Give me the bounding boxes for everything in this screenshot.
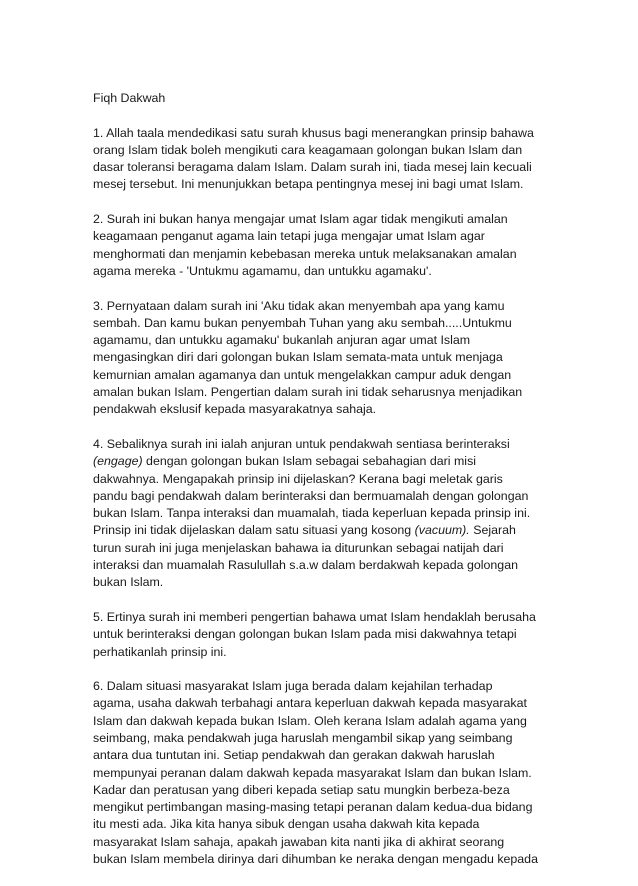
text-segment: untuk berinteraksi dengan golongan bukan Islam pada misi dakwahnya tetapi	[93, 627, 517, 642]
text-segment: mempunyai peranan dalam dakwah kepada masyarakat Islam dan bukan Islam.	[93, 765, 532, 780]
text-line	[93, 799, 548, 816]
text-segment: dasar toleransi beragama dalam Islam. Dalam surah ini, tiada mesej lain kecuali	[93, 160, 532, 175]
text-segment: menghormati dan menjamin kebebasan mereka untuk melaksanakan amalan	[93, 246, 517, 261]
text-segment: 5. Ertinya surah ini memberi pengertian bahawa umat Islam hendaklah berusaha	[93, 609, 536, 624]
text-segment: kemurnian amalan agamanya dan untuk mengelakkan campur aduk dengan	[93, 367, 512, 382]
text-line	[93, 678, 548, 695]
text-segment: antara dua tuntutan ini. Setiap pendakwah dan gerakan dakwah haruslah	[93, 748, 495, 763]
text-line	[93, 609, 548, 626]
text-segment: masyarakat Islam sahaja, apakah jawaban kita nanti jika di akhirat seorang	[93, 834, 505, 849]
text-segment: 3. Pernyataan dalam surah ini 'Aku tidak akan menyembah apa yang kamu	[93, 298, 505, 313]
paragraph-6	[93, 678, 548, 868]
text-line	[93, 574, 548, 591]
text-line	[93, 142, 548, 159]
text-segment: seimbang, maka pendakwah juga haruslah mengambil sikap yang seimbang	[93, 730, 513, 745]
text-segment: mengikut pertimbangan masing-masing tetapi peranan dalam kedua-dua bidang	[93, 800, 533, 815]
text-line	[93, 367, 548, 384]
text-segment: amalan bukan Islam. Pengertian dalam surah ini tidak seharusnya menjadikan	[93, 385, 523, 400]
text-line	[93, 782, 548, 799]
text-segment: agama mereka - 'Untukmu agamamu, dan untukku agamaku'.	[93, 263, 432, 278]
text-line	[93, 263, 548, 280]
text-line	[93, 851, 548, 868]
text-line	[93, 557, 548, 574]
text-segment: 2. Surah ini bukan hanya mengajar umat Islam agar tidak mengikuti amalan	[93, 212, 508, 227]
text-line	[93, 176, 548, 193]
text-line	[93, 730, 548, 747]
text-segment: Islam dan dakwah kepada bukan Islam. Oleh kerana Islam adalah agama yang	[93, 713, 527, 728]
text-segment: dengan golongan bukan Islam sebagai sebahagian dari misi	[142, 454, 477, 469]
text-line	[93, 765, 548, 782]
paragraph-3	[93, 298, 548, 419]
text-line	[93, 228, 548, 245]
text-segment: perhatikanlah prinsip ini.	[93, 644, 227, 659]
text-segment: pendakwah ekslusif kepada masyarakatnya sahaja.	[93, 402, 377, 417]
italic-term: (engage)	[93, 454, 143, 469]
text-line	[93, 540, 548, 557]
text-line	[93, 298, 548, 315]
paragraph-1	[93, 125, 548, 194]
document-body	[93, 125, 548, 869]
text-line	[93, 713, 548, 730]
text-line	[93, 125, 548, 142]
text-line	[93, 453, 548, 470]
text-segment: 4. Sebaliknya surah ini ialah anjuran untuk pendakwah sentiasa berinteraksi	[93, 436, 510, 451]
text-line	[93, 436, 548, 453]
text-segment: Kadar dan peratusan yang diberi kepada setiap satu mungkin berbeza-beza	[93, 782, 510, 797]
italic-term: (vacuum).	[414, 523, 470, 538]
text-segment: bukan Islam. Tanpa interaksi dan muamalah, tiada keperluan kepada prinsip ini.	[93, 506, 531, 521]
text-line	[93, 384, 548, 401]
text-segment: mesej tersebut. Ini menunjukkan betapa pentingnya mesej ini bagi umat Islam.	[93, 177, 524, 192]
text-segment: keagamaan penganut agama lain tetapi juga mengajar umat Islam agar	[93, 229, 485, 244]
text-line	[93, 488, 548, 505]
document-title: Fiqh Dakwah	[93, 91, 166, 105]
text-line	[93, 747, 548, 764]
text-segment: agamamu, dan untukku agamaku' bukanlah anjuran agar umat Islam	[93, 333, 471, 348]
text-segment: dakwahnya. Mengapakah prinsip ini dijelaskan? Kerana bagi meletak garis	[93, 471, 503, 486]
paragraph-5	[93, 609, 548, 661]
text-segment: bukan Islam membela dirinya dari dihumban ke neraka dengan mengadu kepada	[93, 852, 538, 867]
text-segment: turun surah ini juga menjelaskan bahawa ia diturunkan sebagai natijah dari	[93, 540, 504, 555]
text-line	[93, 522, 548, 539]
text-line	[93, 644, 548, 661]
text-segment: 6. Dalam situasi masyarakat Islam juga berada dalam kejahilan terhadap	[93, 679, 493, 694]
text-segment: itu mesti ada. Jika kita hanya sibuk dengan usaha dakwah kita kepada	[93, 817, 480, 832]
text-segment: bukan Islam.	[93, 575, 164, 590]
text-line	[93, 159, 548, 176]
text-segment: pandu bagi pendakwah dalam berinteraksi dan bermuamalah dengan golongan	[93, 488, 529, 503]
text-line	[93, 315, 548, 332]
paragraph-4	[93, 436, 548, 592]
text-line	[93, 505, 548, 522]
document-page	[93, 90, 548, 886]
text-line	[93, 834, 548, 851]
paragraph-2	[93, 211, 548, 280]
text-line	[93, 816, 548, 833]
text-segment: sembah. Dan kamu bukan penyembah Tuhan yang aku sembah.....Untukmu	[93, 315, 512, 330]
text-line	[93, 332, 548, 349]
text-line	[93, 246, 548, 263]
text-segment: Sejarah	[469, 523, 516, 538]
text-line	[93, 211, 548, 228]
text-line	[93, 626, 548, 643]
text-segment: orang Islam tidak boleh mengikuti cara keagamaan golongan bukan Islam dan	[93, 142, 523, 157]
text-segment: Prinsip ini tidak dijelaskan dalam satu situasi yang kosong	[93, 523, 415, 538]
text-line	[93, 349, 548, 366]
text-segment: agama, usaha dakwah terbahagi antara keperluan dakwah kepada masyarakat	[93, 696, 527, 711]
text-segment: interaksi dan muamalah Rasulullah s.a.w dalam berdakwah kepada golongan	[93, 558, 518, 573]
text-line	[93, 401, 548, 418]
text-segment: mengasingkan diri dari golongan bukan Islam semata-mata untuk menjaga	[93, 350, 503, 365]
text-line	[93, 471, 548, 488]
text-segment: 1. Allah taala mendedikasi satu surah khusus bagi menerangkan prinsip bahawa	[93, 125, 534, 140]
text-line	[93, 695, 548, 712]
